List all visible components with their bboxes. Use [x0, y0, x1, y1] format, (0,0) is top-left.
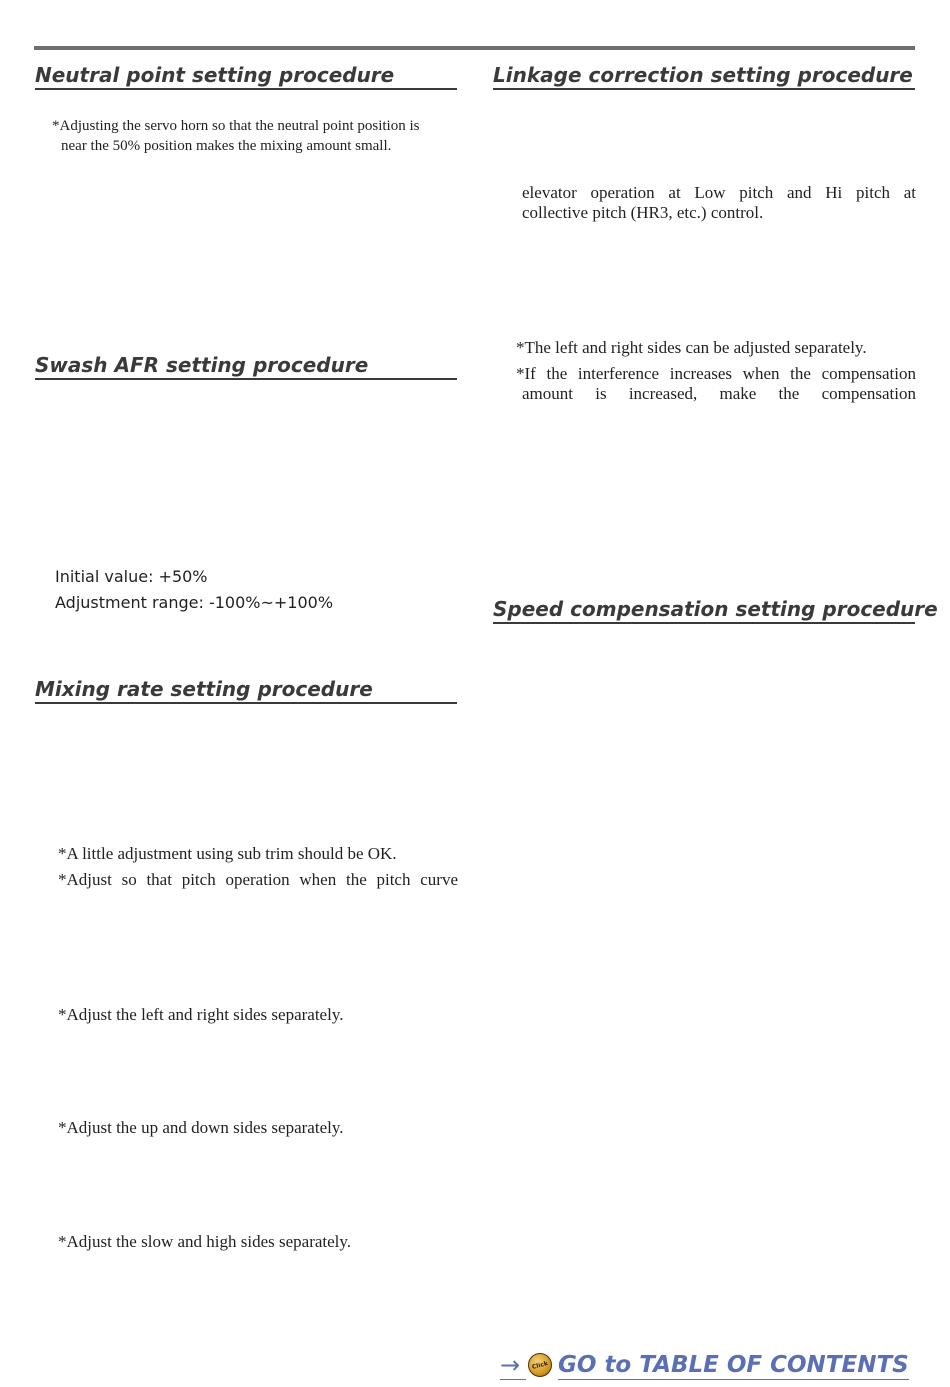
- click-badge-label: Click: [531, 1359, 549, 1371]
- toc-link-label: GO to TABLE OF CONTENTS: [558, 1351, 909, 1378]
- note-subtrim: *A little adjustment using sub trim should be OK.: [58, 844, 397, 863]
- note-up-down: *Adjust the up and down sides separately.: [58, 1118, 344, 1137]
- heading-speed-compensation: Speed compensation setting procedure: [493, 597, 915, 624]
- afr-initial-value: Initial value: +50%: [55, 567, 208, 586]
- heading-neutral-point: Neutral point setting procedure: [35, 63, 457, 90]
- linkage-text-line2: collective pitch (HR3, etc.) control.: [522, 203, 764, 222]
- heading-swash-afr: Swash AFR setting procedure: [35, 353, 457, 380]
- linkage-text-line1: elevator operation at Low pitch and Hi pitch at: [522, 183, 916, 202]
- note-pitch-curve: *Adjust so that pitch operation when the pitch curve: [58, 870, 458, 889]
- afr-adjustment-range: Adjustment range: -100%~+100%: [55, 593, 334, 612]
- note-left-right: *Adjust the left and right sides separately.: [58, 1005, 344, 1024]
- arrow-right-icon: →: [500, 1351, 526, 1380]
- go-to-toc-link[interactable]: [500, 1349, 914, 1381]
- neutral-note-line1: *Adjusting the servo horn so that the neutral point position is: [52, 118, 420, 134]
- note-slow-high: *Adjust the slow and high sides separately.: [58, 1232, 352, 1251]
- click-badge-icon: [528, 1353, 552, 1377]
- heading-mixing-rate: Mixing rate setting procedure: [35, 677, 457, 704]
- top-rule: [34, 46, 915, 50]
- heading-linkage-correction: Linkage correction setting procedure: [493, 63, 915, 90]
- note-sides-separately: *The left and right sides can be adjusted separately.: [516, 338, 867, 357]
- neutral-note-line2: near the 50% position makes the mixing amount small.: [61, 138, 392, 154]
- note-interference-line2: amount is increased, make the compensation: [522, 384, 916, 403]
- note-interference-line1: *If the interference increases when the compensation: [516, 364, 916, 383]
